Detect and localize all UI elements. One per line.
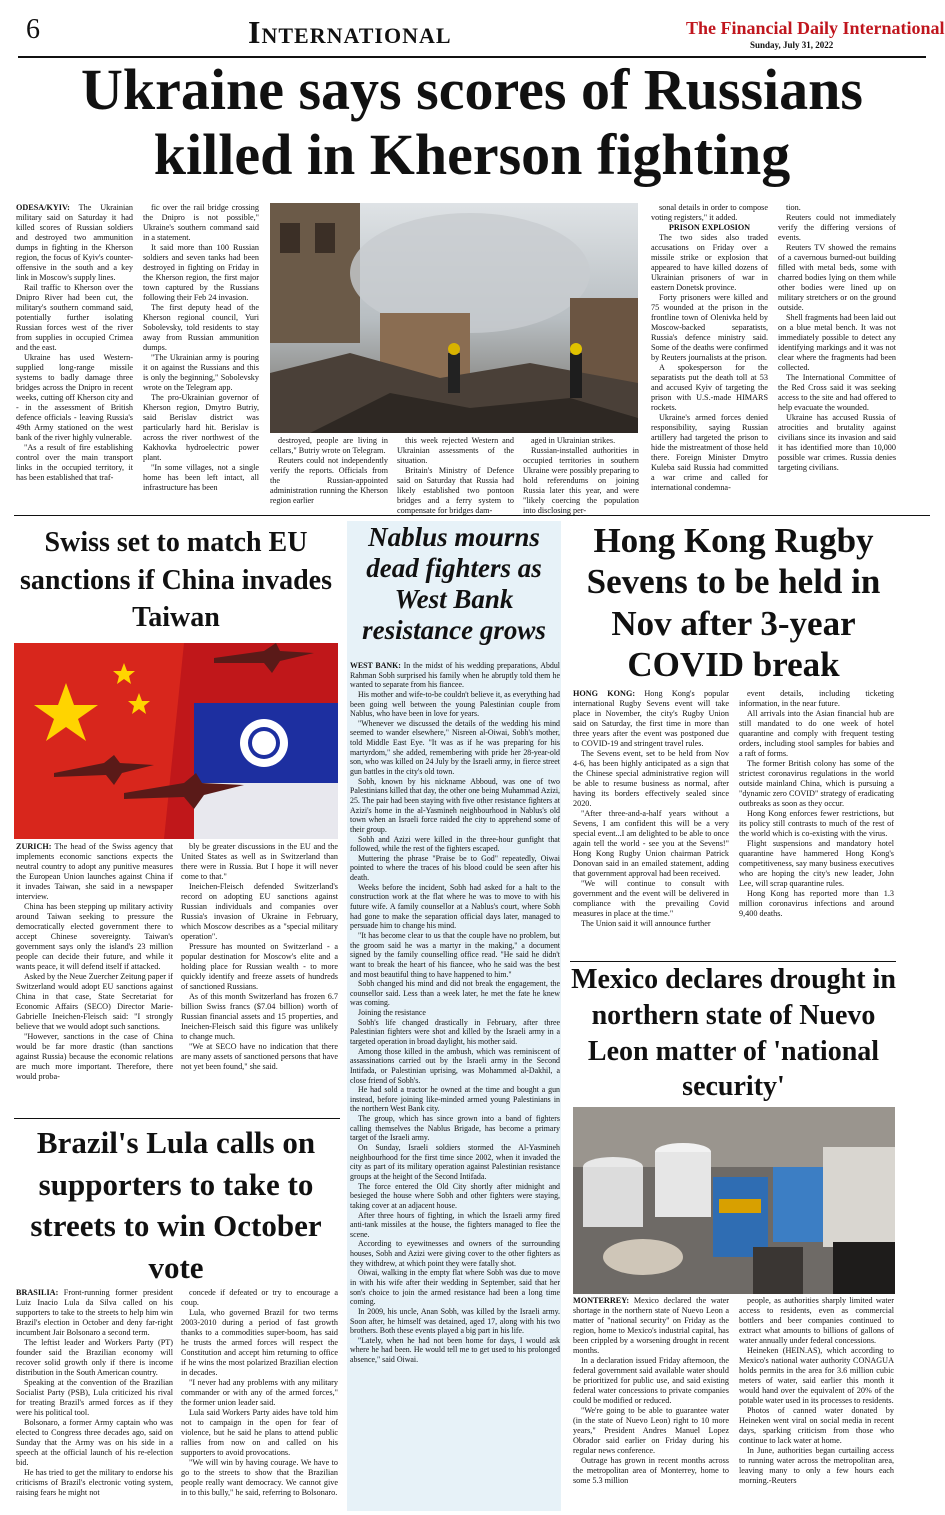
- paragraph: Hong Kong has reported more than 1.3 million coronavirus infections and around 9,400 deaths.: [739, 889, 894, 918]
- nablus-headline: Nablus mourns dead fighters as West Bank resistance grows: [362, 522, 546, 646]
- paragraph: The Union said it will announce further: [581, 919, 711, 928]
- paragraph: people, as authorities sharply limited water access to residents, even as commercial bottlers and beer companies continued to extract what amounts to billions of gallons of water annually under federal concessions.: [739, 1296, 894, 1345]
- paragraph: Lula, who governed Brazil for two terms 2003-2010 during a period of fast growth thanks to a commodities super-boom, has said he trusts the armed forces will respect the Constitution and accept him returning to office if he wins the most polarized Brazilian election in decades.: [181, 1308, 338, 1377]
- paragraph: It said more than 100 Russian soldiers and seven tanks had been destroyed in fighting on Friday in the Kherson region, the first major town captured by the Russians following their Feb 24 invasion.: [143, 243, 259, 302]
- lead-col-4: [397, 436, 514, 515]
- mexico-headline: Mexico declares drought in northern state of Nuevo Leon matter of 'national security': [571, 964, 896, 1103]
- paragraph: The pro-Ukrainian governor of Kherson region, Dmytro Butriy, said Berislav district was particularly hard hit. Berislav is across the river northwest of the Kakhovka hydroelectric power plant.: [143, 393, 259, 462]
- hongkong-headline: Hong Kong Rugby Sevens to be held in Nov after 3-year COVID break: [586, 521, 881, 684]
- paragraph: Ukraine's armed forces denied responsibility, saying Russian artillery had targeted the prison to hide the mistreatment of those held there. Foreign Minister Dmytro Kuleba said Russia had committed a war crime and called for international condemna-: [651, 413, 768, 492]
- paragraph: ZURICH: The head of the Swiss agency that implements economic sanctions expects the neutral country to adopt any punitive measures the European Union launches against China if it invades Taiwan, she said in a newspaper interview.: [16, 842, 173, 901]
- nablus-body: [350, 661, 560, 1509]
- paragraph: Photos of canned water donated by Heineken went viral on social media in recent days, sparking criticism from those who continue to lack water at home.: [739, 1406, 894, 1445]
- paragraph: Sobh and Azizi were killed in the three-hour gunfight that followed, while the rest of the fighters escaped.: [350, 834, 560, 854]
- paragraph: The two sides also traded accusations on Friday over a missile strike or explosion that appeared to have killed dozens of Ukrainian prisoners of war in eastern Donetsk province.: [651, 233, 768, 292]
- swiss-col-2: [181, 842, 338, 1114]
- lead-col-2: [143, 203, 259, 508]
- paragraph: this week rejected Western and Ukrainian assessments of the situation.: [397, 436, 514, 465]
- swiss-photo: [14, 643, 338, 839]
- paragraph: "However, sanctions in the case of China would be far more drastic (than sanctions against Russia) because the economic relations are much more important. Therefore, there would proba-: [16, 1032, 173, 1081]
- lead-col-3: [270, 436, 388, 508]
- paragraph: In June, authorities began curtailing access to running water across the metropolitan area, leaving many to only a few hours each morning.-Reuters: [739, 1446, 894, 1485]
- lead-col-6: [651, 203, 768, 508]
- paragraph: After three hours of fighting, in which the Israeli army fired anti-tank missiles at the house, the fighters managed to flee the scene.: [350, 1210, 560, 1239]
- paragraph: Sobh changed his mind and did not break the engagement, the counsellor said. Less than a week later, he met the fate he knew was coming.: [350, 979, 560, 1008]
- paragraph: Russian-installed authorities in occupied territories in southern Ukraine were possibly preparing to hold referendums on joining Russia later this year, and were "likely coercing the population into disclosing per-: [523, 446, 639, 515]
- paragraph: All arrivals into the Asian financial hub are still mandated to do one week of hotel quarantine and comply with frequent testing orders, including stool samples for babies and a raft of forms.: [739, 709, 894, 758]
- paragraph: Outrage has grown in recent months across the metropolitan area of Monterrey, home to some 5.3 million: [573, 1456, 729, 1485]
- paragraph: "It has become clear to us that the couple have no problem, but the groom said he was a martyr in the making," a document signed by the family counselling office read. "He said he didn't want to break the heart of his fiancee, who he said was the best and most beautiful thing to have happened to him.": [350, 930, 560, 979]
- section-title: International: [248, 14, 452, 50]
- paragraph: Sobh's life changed drastically in February, after three Palestinian fighters were shot and killed by the Israeli army in a targeted operation in broad daylight, his mother said.: [350, 1017, 560, 1046]
- swiss-bottom-rule: [14, 1118, 340, 1119]
- paragraph: Shell fragments had been laid out on a blue metal bench. It was not immediately possible to detect any identifying markings and it was not clear where the fragments had been collected.: [778, 313, 896, 372]
- paragraph: He has tried to get the military to endorse his criticisms of Brazil's electronic voting system, raising fears he might not: [16, 1468, 173, 1497]
- lead-col-6-bottom: [651, 233, 768, 493]
- paragraph: HONG KONG: Hong Kong's popular international Rugby Sevens event will take place in November, the city's Rugby Union said on Saturday, the first time in more than three years after the event was postponed due to COVID-19 and stringent travel rules.: [573, 689, 730, 748]
- paragraph: Rail traffic to Kherson over the Dnipro River had been cut, the military's southern command said, potentially further isolating Russian forces west of the river from supplies in occupied Crimea and the east.: [16, 283, 133, 352]
- paragraph: The force entered the Old City shortly after midnight and besieged the house where Sobh and other fighters were staying, taking cover at an adjacent house.: [350, 1181, 560, 1210]
- lead-subhead: PRISON EXPLOSION: [668, 223, 751, 232]
- brazil-col-1: [16, 1288, 173, 1510]
- paragraph: He had sold a tractor he owned at the time and bought a gun instead, before joining like-minded armed young Palestinians in the northern West Bank city.: [350, 1085, 560, 1114]
- paragraph: "The Ukrainian army is pouring it on against the Russians and this is only the beginning," Sobolevsky wrote on the Telegram app.: [143, 353, 259, 392]
- paragraph: Lula said Workers Party aides have told him not to campaign in the open for fear of violence, but he said he plans to attend public rallies from now on and called on his supporters to avoid provocations.: [181, 1408, 338, 1457]
- paragraph: In 2009, his uncle, Anan Sobh, was killed by the Israeli army. Soon after, he himself was detained, aged 17, along with his two brothers. Both these events played a big part in his life.: [350, 1306, 560, 1336]
- paragraph: On Sunday, Israeli soldiers stormed the Al-Yasmineh neighbourhood for the first time since 2002, when it invaded the city as part of its military operation against Palestinian resistance groups at the height of the Second Intifada.: [350, 1143, 560, 1181]
- paragraph: The group, which has since grown into a band of fighters calling themselves the Nablus Brigade, has become a primary target of the Israeli army.: [350, 1114, 560, 1143]
- paragraph: Asked by the Neue Zuercher Zeitung paper if Switzerland would adopt EU sanctions against China in that case, State Secretariat for Economic Affairs (SECO) Director Marie-Gabrielle Ineichen-Fleisch said: "I strongly believe that we would adopt such sanctions.: [16, 972, 173, 1031]
- paragraph: "In some villages, not a single home has been left intact, all infrastructure has been: [143, 463, 259, 492]
- paragraph: WEST BANK: In the midst of his wedding preparations, Abdul Rahman Sobh surprised his family when he abruptly told them he wanted to separate from his fiancee.: [350, 661, 560, 690]
- lead-col-6-top: [651, 203, 768, 223]
- lead-col-7: [778, 203, 896, 508]
- lead-headline: Ukraine says scores of Russians killed in Kherson fighting: [80, 57, 863, 187]
- page-number: 6: [26, 14, 40, 45]
- hongkong-col-1: [573, 689, 729, 957]
- paragraph: event details, including ticketing information, in the near future.: [739, 689, 894, 708]
- paragraph: Reuters could not immediately verify the differing versions of events.: [778, 213, 896, 242]
- paragraph: Hong Kong enforces fewer restrictions, but its policy still contrasts to much of the rest of the world which is co-existing with the virus.: [739, 809, 894, 838]
- paragraph: Reuters could not independently verify the reports. Officials from the Russian-appointed administration running the Kherson region earlier: [270, 456, 388, 505]
- paragraph: As of this month Switzerland has frozen 6.7 billion Swiss francs ($7.04 billion) worth of Russian financial assets and 15 properties, and Ineichen-Fleisch said this figure was unlikely to change much.: [181, 992, 338, 1041]
- paragraph: Speaking at the convention of the Brazilian Socialist Party (PSB), Lula criticized his rival for treating Brazil's armed forces as if they were his political tool.: [16, 1378, 173, 1417]
- swiss-col-1: [16, 842, 173, 1114]
- paragraph: "Lately, when he had not been home for days, I would ask where he had been. He would tell me to get used to his prolonged absence," said Oiwai.: [350, 1335, 560, 1365]
- paragraph: The former British colony has some of the strictest coronavirus regulations in the world outside mainland China, which is pursuing a "dynamic zero COVID" strategy of eradicating outbreaks as soon as they occur.: [739, 759, 894, 808]
- paragraph: Forty prisoners were killed and 75 wounded at the prison in the frontline town of Olenivka held by Moscow-backed separatists, Russia's defence ministry said. Some of the deaths were confirmed by Reuters journalists at the prison.: [651, 293, 768, 362]
- paragraph: Among those killed in the ambush, which was reminiscent of assassinations carried out by the Israeli army in the Second Intifada, or Palestinian uprising, was Mohammed al-Dakhil, a close friend of Sobh's.: [350, 1046, 560, 1085]
- lead-bottom-rule: [14, 515, 930, 516]
- paragraph: Sobh, known by his nickname Abboud, was one of two Palestinians killed that day, the other one being Muhammad Azizi, 25. The pair had been staying with five other resistance fighters at Azizi's home in the al-Yasmineh neighbourhood in Nablus's old town when an Israeli force raided the city to apprehend some of their group.: [350, 776, 560, 834]
- paragraph: ODESA/KYIV: The Ukrainian military said on Saturday it had killed scores of Russian soldiers and destroyed two ammunition dumps in fighting in the Kherson region, the focus of Kyiv's counter-offensive in the south and a key link in Moscow's supply lines.: [16, 203, 133, 282]
- hongkong-col-2: [739, 689, 894, 957]
- lead-photo-image: [270, 203, 638, 433]
- brazil-col-2: [181, 1288, 338, 1510]
- paragraph: The leftist leader and Workers Party (PT) founder said the Brazilian economy will recover solid growth only if there is income distribution in the South American country.: [16, 1338, 173, 1377]
- paragraph: Pressure has mounted on Switzerland - a popular destination for Moscow's elite and a holding place for Russian wealth - to more quickly identify and freeze assets of hundreds of sanctioned Russians.: [181, 942, 338, 991]
- paragraph: "Whenever we discussed the details of the wedding his mind seemed to wander elsewhere," Nisreen al-Oiwai, Sobh's mother, told Middle East Eye. "It was as if he was preparing for his martyrdom," she added, remembering with pride her 28-year-old son, who was killed on 24 July by the Israeli army, in fierce street gun battles in the city's old town.: [350, 718, 560, 777]
- paragraph: concede if defeated or try to encourage a coup.: [181, 1288, 338, 1307]
- paragraph: Bolsonaro, a former Army captain who was elected to Congress three decades ago, said on Sunday that the Army was on his side in a speech at the official launch of his re-election bid.: [16, 1418, 173, 1467]
- paragraph: "I never had any problems with any military commander or with any of the armed forces," the former union leader said.: [181, 1378, 338, 1407]
- paragraph: aged in Ukrainian strikes.: [531, 436, 616, 445]
- paragraph: bly be greater discussions in the EU and the United States as well as in Switzerland than there were in Russia. But I hope it will never come to that.": [181, 842, 338, 881]
- paragraph: "We will continue to consult with government and the event will be delivered in compliance with the prevailing Covid measures in place at the time.": [573, 879, 729, 918]
- paragraph: fic over the rail bridge crossing the Dnipro is not possible," Ukraine's southern command said in a statement.: [143, 203, 259, 242]
- paragraph: Britain's Ministry of Defence said on Saturday that Russia had likely established two pontoon bridges and a ferry system to compensate for bridges dam-: [397, 466, 514, 515]
- lead-photo: [270, 203, 638, 433]
- mexico-col-2: [739, 1296, 894, 1510]
- paragraph: Ineichen-Fleisch defended Switzerland's record on adopting EU sanctions against Russian individuals and companies over Russia's invasion of Ukraine in February, which Moscow describes as a "special military operation".: [181, 882, 338, 941]
- paragraph: Heineken (HEIN.AS), which according to Mexico's national water authority CONAGUA holds permits in the area for 3.6 million cubic meters of water, said earlier this month it would hand over the equivalent of 20% of the potable water used in its processes to residents.: [739, 1346, 894, 1405]
- paragraph: A spokesperson for the separatists put the death toll at 53 and accused Kyiv of targeting the prison with U.S.-made HIMARS rockets.: [651, 363, 768, 412]
- brazil-headline: Brazil's Lula calls on supporters to take to streets to win October vote: [30, 1125, 322, 1285]
- paragraph: "We will win by having courage. We have to go to the streets to show that the Brazilian people really want democracy. We cannot give in to this bully," he said, referring to Bolsonaro.: [181, 1458, 338, 1497]
- paragraph: "After three-and-a-half years without a Sevens, I am confident this will be a very special event...I am delighted to be able to once again tell the world - see you at the Sevens!" Hong Kong Rugby Union chairman Patrick Donovan said in an emailed statement, adding that government approval had been received.: [573, 809, 729, 878]
- paragraph: "We're going to be able to guarantee water (in the state of Nuevo Leon) right to 10 more years," President Andres Manuel Lopez Obrador said earlier on Friday during his regular news conference.: [573, 1406, 729, 1455]
- paragraph: According to eyewitnesses and owners of the surrounding houses, Sobh and Azizi were giving cover to the other fighters as they withdrew, at which point they were fatally shot.: [350, 1239, 560, 1268]
- paragraph: Weeks before the incident, Sobh had asked for a halt to the construction work at the flat where he was to move to with his future wife. A family counsellor at a Nablus's court, where Sobh had gone to make the separation official days later, managed to persuade him to change his mind.: [350, 882, 560, 931]
- lead-col-1: [16, 203, 133, 508]
- swiss-headline: Swiss set to match EU sanctions if China invades Taiwan: [20, 527, 332, 634]
- paragraph: The Sevens event, set to be held from Nov 4-6, has been highly anticipated as a sign that the Chinese special administrative region will be able to resume business as normal, after having its borders effectively sealed since 2020.: [573, 749, 729, 808]
- issue-date: Sunday, July 31, 2022: [750, 40, 834, 50]
- paragraph: destroyed, people are living in cellars," Butriy wrote on Telegram.: [270, 436, 388, 455]
- paragraph: Flight suspensions and mandatory hotel quarantine have hammered Hong Kong's competitiveness, say many business executives who are hoping the city's new leader, John Lee, will scrap quarantine rules.: [739, 839, 894, 888]
- paragraph: BRASILIA: Front-running former president Luiz Inacio Lula da Silva called on his supporters to take to the streets to help him win Brazil's election in October and deny far-right incumbent Jair Bolsonaro a second term.: [16, 1288, 173, 1337]
- paragraph: Oiwai, walking in the empty flat where Sobh was due to move in with his wife after their wedding in September, said that her son's choice to join the armed resistance had been a long time coming.: [350, 1268, 560, 1307]
- paragraph: tion.: [786, 203, 801, 212]
- mexico-photo-image: [573, 1107, 895, 1294]
- lead-col-5: [523, 436, 639, 515]
- paragraph: Ukraine has accused Russia of atrocities and brutality against civilians since its invasion and said it has identified more than 10,000 possible war crimes. Russia denies targeting civilians.: [778, 413, 896, 472]
- swiss-photo-image: [14, 643, 338, 839]
- paragraph: His mother and wife-to-be couldn't believe it, as everything had been going well between the young Palestinian couple from Nablus, who have been in love for years.: [350, 689, 560, 719]
- paragraph: sonal details in order to compose voting registers," it added.: [651, 203, 768, 222]
- paragraph: "We at SECO have no indication that there are many assets of sanctioned persons that have not yet been found," she said.: [181, 1042, 338, 1071]
- newspaper-name: The Financial Daily International: [686, 18, 945, 38]
- paragraph: MONTERREY: Mexico declared the water shortage in the northern state of Nuevo Leon a matter of "national security" on Friday as the region, home to Mexico's industrial capital, has been crippled by a worsening drought in recent months.: [573, 1296, 729, 1355]
- paragraph: Muttering the phrase "Praise be to God" repeatedly, Oiwai pointed to where the traces of his blood could be seen after his death.: [350, 853, 560, 883]
- paragraph: Reuters TV showed the remains of a cavernous burned-out building filled with metal beds, some with charred bodies lying on them while other bodies were lined up on military stretchers or on the ground outside.: [778, 243, 896, 312]
- paragraph: China has been stepping up military activity around Taiwan seeking to pressure the democratically elected government there to accept Chinese sovereignty. Taiwan's government says only the island's 23 million people can decide their future, and while it wants peace, it will defend itself if attacked.: [16, 902, 173, 971]
- mexico-photo: [573, 1107, 895, 1294]
- paragraph: Ukraine has used Western-supplied long-range missile systems to badly damage three bridges across the Dnipro in recent weeks, cutting off Kherson city and - in the assessment of British defence officials - leaving Russia's 49th Army stationed on the west bank of the river highly vulnerable.: [16, 353, 133, 442]
- paragraph: "As a result of fire establishing control over the main transport links in the occupied territory, it has been established that traf-: [16, 443, 133, 482]
- paragraph: In a declaration issued Friday afternoon, the federal government said available water should be prioritized for public use, and said existing federal water concessions to private companies could be modified or reduced.: [573, 1356, 729, 1405]
- paragraph: The International Committee of the Red Cross said it was seeking access to the site and had offered to help evacuate the wounded.: [778, 373, 896, 412]
- paragraph: Joining the resistance: [358, 1008, 426, 1018]
- paragraph: The first deputy head of the Kherson regional council, Yuri Sobolevsky, told residents to stay away from Russian ammunition dumps.: [143, 303, 259, 352]
- mexico-col-1: [573, 1296, 729, 1510]
